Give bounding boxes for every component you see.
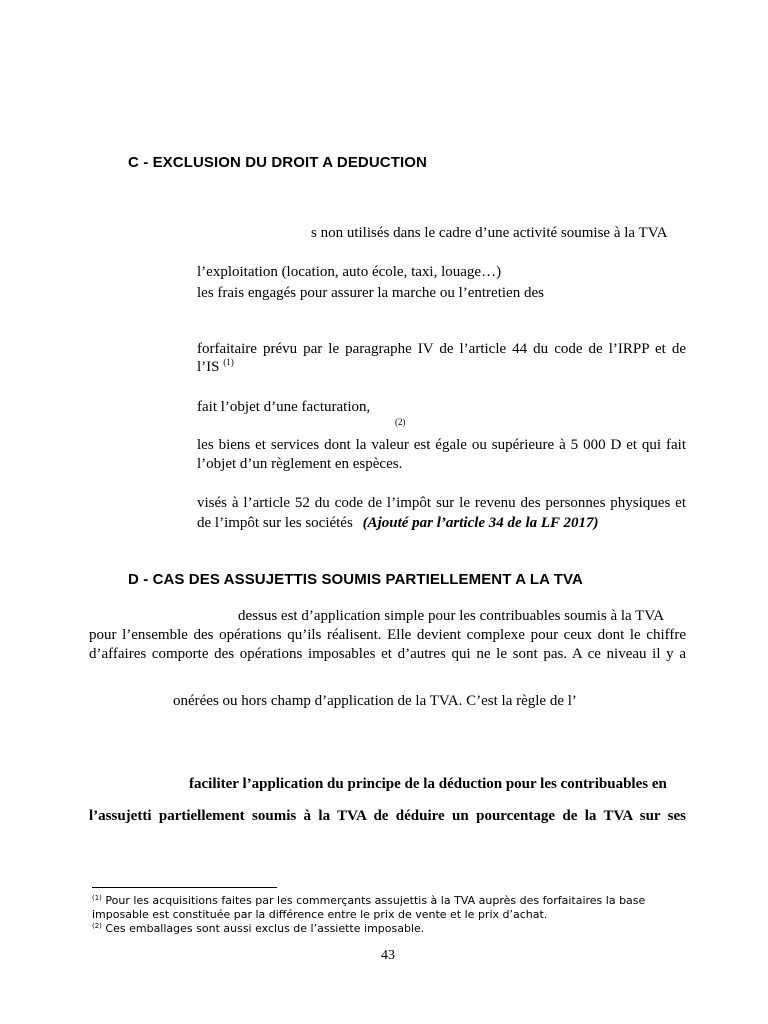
footnote-2-mark: (2) bbox=[92, 922, 102, 930]
footnote-1 bbox=[92, 894, 645, 907]
footnote-ref-1: (1) bbox=[223, 357, 234, 367]
section-c-line-5-text: l’IS bbox=[197, 359, 220, 375]
section-c-line-9: visés à l’article 52 du code de l’impôt sur le revenu des personnes physiques et bbox=[197, 495, 686, 511]
page-number: 43 bbox=[381, 948, 395, 963]
section-d-heading: D - CAS DES ASSUJETTIS SOUMIS PARTIELLEMENT A LA TVA bbox=[128, 571, 583, 588]
footnote-2-text: Ces emballages sont aussi exclus de l’assiette imposable. bbox=[105, 922, 425, 935]
section-d-line-3: d’affaires comporte des opérations imposables et d’autres qui ne le sont pas. A ce niveau il y a bbox=[89, 646, 686, 662]
section-c-line-7: les biens et services dont la valeur est égale ou supérieure à 5 000 D et qui fait bbox=[197, 437, 686, 453]
footnote-2 bbox=[92, 922, 424, 935]
footnote-separator bbox=[92, 887, 277, 888]
section-c-line-5 bbox=[197, 358, 234, 376]
section-d-line-1: dessus est d’application simple pour les contribuables soumis à la TVA bbox=[238, 608, 665, 624]
section-d-line-5: faciliter l’application du principe de la déduction pour les contribuables en bbox=[189, 776, 667, 792]
section-c-line-1: s non utilisés dans le cadre d’une activité soumise à la TVA bbox=[311, 225, 668, 241]
section-d-line-4: onérées ou hors champ d’application de la TVA. C’est la règle de l’ bbox=[173, 693, 577, 709]
section-c-line-3: les frais engagés pour assurer la marche ou l’entretien des bbox=[197, 285, 544, 301]
section-c-line-8: l’objet d’un règlement en espèces. bbox=[197, 456, 403, 472]
section-c-line-6: fait l’objet d’une facturation, bbox=[197, 399, 371, 415]
footnote-1-line-2: imposable est constituée par la différence entre le prix de vente et le prix d’achat. bbox=[92, 908, 548, 921]
section-d-line-6: l’assujetti partiellement soumis à la TVA de déduire un pourcentage de la TVA sur ses bbox=[89, 808, 686, 824]
footnote-ref-2: (2) bbox=[395, 417, 406, 427]
section-c-line-10-text: de l’impôt sur les sociétés bbox=[197, 515, 353, 531]
section-c-line-2: l’exploitation (location, auto école, taxi, louage…) bbox=[197, 264, 502, 280]
section-c-line-4: forfaitaire prévu par le paragraphe IV de l’article 44 du code de l’IRPP et de bbox=[197, 341, 686, 357]
footnote-1-line-1: Pour les acquisitions faites par les commerçants assujettis à la TVA auprès des forfaitaires la base bbox=[105, 894, 646, 907]
section-d-line-2: pour l’ensemble des opérations qu’ils réalisent. Elle devient complexe pour ceux dont le chiffre bbox=[89, 627, 686, 643]
section-c-line-10 bbox=[197, 514, 599, 532]
footnote-1-mark: (1) bbox=[92, 894, 102, 902]
amendment-note: (Ajouté par l’article 34 de la LF 2017) bbox=[362, 515, 599, 531]
section-c-heading: C - EXCLUSION DU DROIT A DEDUCTION bbox=[128, 154, 427, 171]
